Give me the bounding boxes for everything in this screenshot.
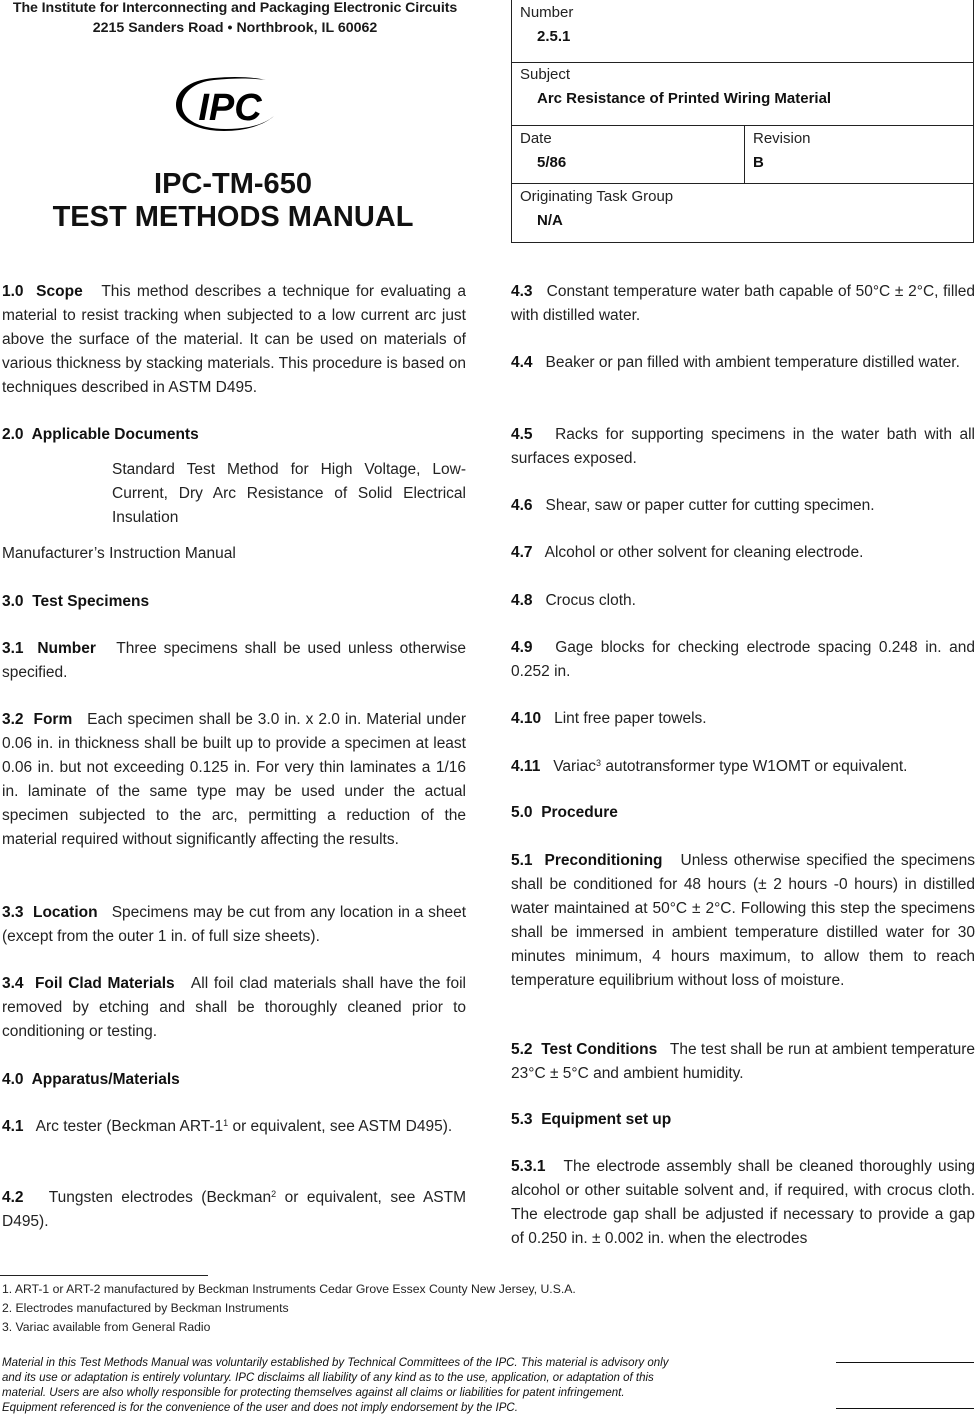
page-info-rule-bottom — [836, 1408, 974, 1409]
section-number: 5.2 — [511, 1041, 533, 1058]
footnotes — [2, 1280, 576, 1337]
section-text: Lint free paper towels. — [554, 710, 707, 727]
applicable-document-astm: Standard Test Method for High Voltage, Low-Current, Dry Arc Resistance of Solid Electrical Insulation — [112, 461, 466, 526]
footnote-ref-2[interactable]: 2 — [271, 1189, 277, 1199]
revision-cell — [745, 126, 973, 183]
date-label: Date — [520, 130, 552, 147]
disclaimer-line: and its use or adaptation is entirely voluntary. IPC disclaims all liability of any kind as to the use, application, or adaptation of this — [2, 1372, 654, 1384]
section-number: 4.10 — [511, 710, 542, 727]
disclaimer-line: Material in this Test Methods Manual was voluntarily established by Technical Committees of the IPC. This material is advisory only — [2, 1357, 669, 1369]
footnote-3: 3. Variac available from General Radio — [2, 1320, 211, 1334]
section-number: 4.4 — [511, 354, 533, 371]
section-text: All foil clad materials shall have the foil removed by etching and shall be thoroughly cleaned prior to conditioning or testing. — [2, 975, 466, 1040]
section-4-4 — [511, 351, 975, 375]
document-info-box — [511, 0, 974, 243]
section-5-3-heading — [511, 1108, 975, 1132]
section-number: 4.11 — [511, 758, 541, 775]
section-number: 3.0 — [2, 593, 24, 610]
logo-text: IPC — [198, 87, 262, 129]
disclaimer — [2, 1356, 702, 1416]
organization-name: The Institute for Interconnecting and Packaging Electronic Circuits — [12, 0, 458, 16]
section-4-2-electrodes — [2, 1186, 466, 1234]
section-number: 4.1 — [2, 1118, 24, 1135]
section-title: Equipment set up — [541, 1111, 672, 1128]
right-column — [511, 280, 975, 1260]
section-3-1-number — [2, 637, 466, 685]
section-text: Constant temperature water bath capable of 50°C ± 2°C, filled with distilled water. — [511, 283, 976, 324]
organization-address: 2215 Sanders Road • Northbrook, IL 60062 — [92, 20, 378, 36]
section-text: Arc tester (Beckman ART-1 — [35, 1118, 224, 1135]
section-4-7 — [511, 541, 975, 565]
footnote-ref-3[interactable]: 3 — [596, 758, 602, 768]
subject-row — [512, 62, 973, 126]
section-title: Form — [33, 711, 73, 728]
number-value: 2.5.1 — [537, 28, 571, 45]
section-title: Scope — [36, 283, 83, 300]
section-title: Foil Clad Materials — [34, 975, 175, 992]
page-info-rule-top — [836, 1362, 974, 1363]
logo-swoosh-top — [214, 77, 266, 80]
section-number: 4.2 — [2, 1189, 24, 1206]
date-cell — [512, 126, 745, 183]
footnote-1: 1. ART-1 or ART-2 manufactured by Beckman Instruments Cedar Grove Essex County New Jersey, U.S.A. — [2, 1282, 576, 1296]
section-number: 5.3 — [511, 1111, 533, 1128]
footnote-ref-1[interactable]: 1 — [223, 1118, 229, 1128]
disclaimer-line: Equipment referenced is for the convenience of the user and does not imply endorsement by the IPC. — [2, 1402, 518, 1414]
section-text: Tungsten electrodes (Beckman — [48, 1189, 272, 1206]
section-number: 5.0 — [511, 804, 533, 821]
section-text: This method describes a technique for evaluating a material to resist tracking when subjected to a low current arc just above the surface of the material. It can be used on materials of various thickness by stacking materials. This procedure is based on techniques described in ASTM D495. — [2, 283, 466, 396]
section-text: Gage blocks for checking electrode spacing 0.248 in. and 0.252 in. — [511, 639, 975, 680]
section-text: Racks for supporting specimens in the water bath with all surfaces exposed. — [511, 426, 975, 467]
section-text: autotransformer type W1OMT or equivalent. — [601, 758, 908, 775]
section-5-3-1 — [511, 1155, 975, 1251]
section-text: Shear, saw or paper cutter for cutting specimen. — [545, 497, 875, 514]
section-3-0-heading — [2, 590, 466, 614]
section-4-3 — [511, 280, 975, 328]
ipc-logo — [174, 76, 282, 134]
section-number: 4.6 — [511, 497, 533, 514]
section-4-0-heading — [2, 1068, 466, 1092]
section-title: Number — [37, 640, 96, 657]
section-text: Variac — [553, 758, 597, 775]
section-4-11 — [511, 755, 975, 779]
section-4-10 — [511, 707, 975, 731]
section-text: Unless otherwise specified the specimens shall be conditioned for 48 hours (± 2 hours -0 hours) in distilled water maintained at 50°C ± 2°C. Following this step the specimens shall be immersed in ambient temperature distilled water for 30 minutes minimum, 4 hours maximum, to allow them to reach temperature equilibrium without loss of moisture. — [511, 852, 975, 989]
section-4-6 — [511, 494, 975, 518]
section-text: or equivalent, see ASTM D495). — [2, 1189, 467, 1230]
section-title: Procedure — [541, 804, 618, 821]
footnote-2: 2. Electrodes manufactured by Beckman Instruments — [2, 1301, 289, 1315]
section-4-9 — [511, 636, 975, 684]
section-title: Location — [32, 904, 98, 921]
section-4-1-arc-tester — [2, 1115, 466, 1139]
section-number: 4.7 — [511, 544, 533, 561]
footnote-divider — [0, 1275, 208, 1276]
section-5-0-heading — [511, 801, 975, 825]
task-group-row — [512, 184, 973, 243]
section-title: Preconditioning — [544, 852, 663, 869]
section-number: 3.1 — [2, 640, 24, 657]
section-text: Alcohol or other solvent for cleaning electrode. — [544, 544, 864, 561]
manual-title: IPC-TM-650 — [154, 168, 312, 200]
section-text: The electrode assembly shall be cleaned thoroughly using alcohol or other suitable solvent and, if required, with crocus cloth. The electrode gap shall be adjusted if necessary to provide a gap of 0.250 in. ± 0.002 in. when the electrodes — [511, 1158, 976, 1247]
section-title: Apparatus/Materials — [31, 1071, 180, 1088]
section-number: 3.3 — [2, 904, 24, 921]
task-group-value: N/A — [537, 212, 563, 229]
section-1-0-scope — [2, 280, 466, 400]
manual-subtitle: TEST METHODS MANUAL — [52, 201, 414, 233]
revision-label: Revision — [753, 130, 811, 147]
section-3-4-foil-clad — [2, 972, 466, 1044]
section-4-5 — [511, 423, 975, 471]
section-text: Crocus cloth. — [545, 592, 636, 609]
section-text: Three specimens shall be used unless otherwise specified. — [2, 640, 466, 681]
subject-label: Subject — [520, 66, 571, 83]
section-text: Beaker or pan filled with ambient temperature distilled water. — [545, 354, 960, 371]
section-4-8 — [511, 589, 975, 613]
section-2-0-heading — [2, 423, 466, 447]
revision-value: B — [753, 154, 764, 171]
date-revision-row — [512, 126, 973, 184]
section-5-1-preconditioning — [511, 849, 975, 993]
task-group-label: Originating Task Group — [520, 188, 674, 205]
section-3-3-location — [2, 901, 466, 949]
section-number: 5.1 — [511, 852, 533, 869]
section-text: The test shall be run at ambient temperature 23°C ± 5°C and ambient humidity. — [511, 1041, 975, 1082]
left-column — [2, 280, 466, 1240]
section-number: 1.0 — [2, 283, 24, 300]
section-number: 3.2 — [2, 711, 24, 728]
date-value: 5/86 — [537, 154, 567, 171]
section-title: Applicable Documents — [31, 426, 199, 443]
disclaimer-line: material. Users are also wholly responsible for protecting themselves against all claims or liabilities for patent infringement. — [2, 1387, 625, 1399]
subject-value: Arc Resistance of Printed Wiring Material — [537, 90, 832, 107]
section-number: 4.3 — [511, 283, 533, 300]
section-number: 4.0 — [2, 1071, 24, 1088]
section-number: 4.8 — [511, 592, 533, 609]
number-label: Number — [520, 4, 574, 21]
section-number: 5.3.1 — [511, 1158, 546, 1175]
section-text: Specimens may be cut from any location in a sheet (except from the outer 1 in. of full size sheets). — [2, 904, 466, 945]
section-number: 2.0 — [2, 426, 24, 443]
section-text: Each specimen shall be 3.0 in. x 2.0 in. Material under 0.06 in. in thickness shall be built up to provide a specimen at least 0.06 in. but not exceeding 0.125 in. For very thin laminates a 1/16 in. laminate of the same type may be used under the actual specimen subjected to the arc, permitting a reduction of the material required without significantly affecting the results. — [2, 711, 466, 848]
section-5-2-test-conditions — [511, 1038, 975, 1086]
number-row — [512, 0, 973, 63]
section-number: 4.9 — [511, 639, 533, 656]
section-title: Test Specimens — [32, 593, 150, 610]
section-title: Test Conditions — [541, 1041, 658, 1058]
applicable-document-manual: Manufacturer’s Instruction Manual — [2, 545, 236, 562]
section-number: 4.5 — [511, 426, 533, 443]
section-number: 3.4 — [2, 975, 24, 992]
section-3-2-form — [2, 708, 466, 852]
section-text: or equivalent, see ASTM D495). — [228, 1118, 453, 1135]
